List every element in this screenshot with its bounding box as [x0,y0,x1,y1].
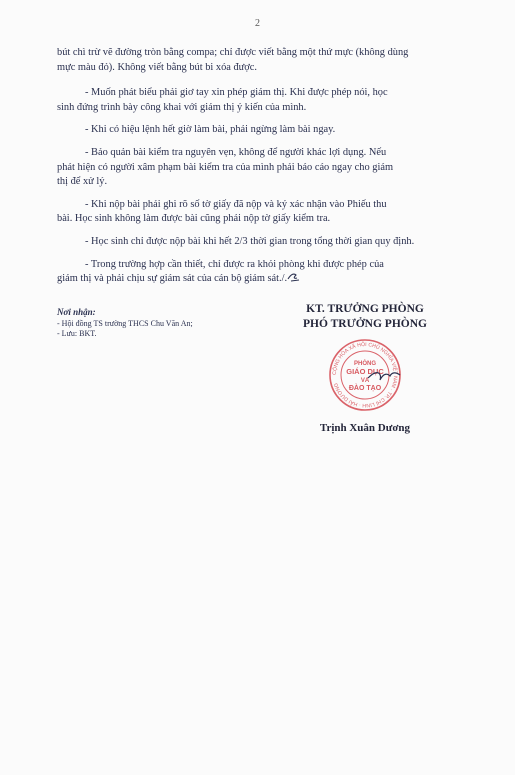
paragraph-line: - Học sinh chỉ được nộp bài khi hết 2/3 thời gian trong tổng thời gian quy định. [85,235,415,247]
paragraph-line: - Trong trường hợp cần thiết, chỉ được ra khỏi phòng khi được phép của [85,258,384,270]
receiver-item: - Lưu: BKT. [57,329,97,338]
paragraph-2 [57,86,457,115]
receiver-item: - Hội đồng TS trường THCS Chu Văn An; [57,318,193,328]
paragraph-7 [57,258,457,287]
paragraph-6 [57,235,457,250]
stamp-line-1: PHÒNG [353,361,377,367]
page-number: 2 [255,18,260,29]
paragraph-line: - Khi nộp bài phải ghi rõ số tờ giấy đã nộp và ký xác nhận vào Phiếu thu [85,198,387,210]
official-stamp [328,338,402,412]
paragraph-line: sinh đứng trình bày công khai với giám thị ý kiến của mình. [57,101,307,113]
paragraph-line: mực màu đỏ). Không viết bằng bút bi xóa được. [57,61,257,73]
paragraph-line [57,272,457,287]
signer-name: Trịnh Xuân Dương [319,422,411,434]
paragraph-line: phát hiện có người xâm phạm bài kiểm tra của mình phải báo cáo ngay cho giám [57,161,394,173]
paragraph-line: - Khi có hiệu lệnh hết giờ làm bài, phải ngừng làm bài ngay. [85,124,336,136]
signature-title-primary: KT. TRƯỞNG PHÒNG [306,303,424,315]
paragraph-line: bài. Học sinh không làm được bài cũng phải nộp tờ giấy kiểm tra. [57,213,331,225]
signature-title-deputy: PHÓ TRƯỞNG PHÒNG [303,318,427,330]
paragraph-1 [57,46,457,75]
paragraph-line: thị để xử lý. [57,176,108,188]
paragraph-line-text: giám thị và phải chịu sự giám sát của cán bộ giám sát./. [57,273,288,285]
paragraph-5 [57,198,457,227]
receivers-heading: Nơi nhận: [57,307,96,317]
stamp-seal-icon [328,338,402,412]
regulation-body [57,46,457,295]
paragraph-line: - Bảo quản bài kiểm tra nguyên vẹn, không để người khác lợi dụng. Nếu [85,146,387,158]
stamp-line-3: VÀ [360,378,370,384]
stamp-line-2: GIÁO DỤC [346,367,384,376]
paragraph-line: bút chì trừ vẽ đường tròn bằng compa; chỉ được viết bằng một thứ mực (không dùng [57,47,409,58]
paragraph-line: - Muốn phát biểu phải giơ tay xin phép giám thị. Khi được phép nói, học [85,87,388,99]
signature-block [285,302,445,434]
stamp-outer-text: CỘNG HÒA XÃ HỘI CHỦ NGHĨA VIỆT NAM · TP. CHÍ LINH · HẢI DƯƠNG [331,341,399,409]
receivers-block [57,307,277,340]
paragraph-3 [57,123,457,138]
initial-mark-icon [287,272,301,282]
paragraph-4 [57,146,457,190]
stamp-line-4: ĐÀO TẠO [348,385,382,392]
